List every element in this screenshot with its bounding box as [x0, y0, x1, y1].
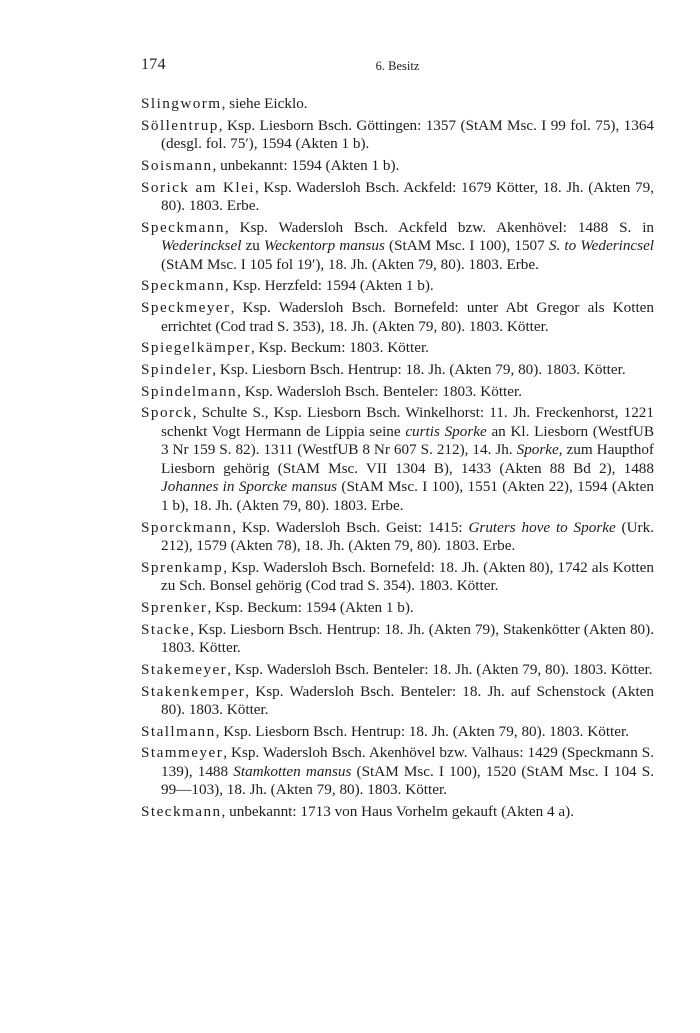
entry-name: Speckmeyer: [141, 299, 231, 317]
register-entry: Sporck, Schulte S., Ksp. Liesborn Bsch. Winkelhorst: 11. Jh. Freckenhorst, 1221 schenkt Vogt Hermann de Lippia seine curtis Sporke an Kl. Liesborn (WestfUB 3 Nr 159 S. 82). 1311 (WestfUB 8 Nr 607 S. 212), 14. Jh. Sporke, zum Haupthof Liesborn gehörig (StAM Msc. VII 1304 B), 1433 (Akten 88 Bd 2), 1488 Johannes in Sporcke mansus (StAM Msc. I 100), 1551 (Akten 22), 1594 (Akten 1 b), 18. Jh. (Akten 79, 80). 1803. Erbe.: [141, 404, 654, 514]
register-entry: Stakenkemper, Ksp. Wadersloh Bsch. Benteler: 18. Jh. auf Schenstock (Akten 80). 1803. Kötter.: [141, 682, 654, 718]
entry-italic-text: curtis Sporke: [405, 422, 487, 440]
entry-name: Spindelmann: [141, 382, 238, 400]
entry-text: Ksp. Wadersloh Bsch. Ackfeld bzw. Akenhövel: 1488 S. in: [239, 218, 655, 236]
register-entry: Steckmann, unbekannt: 1713 von Haus Vorhelm gekauft (Akten 4 a).: [141, 803, 575, 821]
register-entry: Söllentrup, Ksp. Liesborn Bsch. Göttingen: 1357 (StAM Msc. I 99 fol. 75), 1364 (desgl. fol. 75′), 1594 (Akten 1 b).: [141, 116, 655, 153]
entry-text: siehe Eicklo.: [229, 95, 308, 112]
register-entry: Stacke, Ksp. Liesborn Bsch. Hentrup: 18. Jh. (Akten 79), Stakenkötter (Akten 80). 1803. Kötter.: [141, 620, 654, 657]
register-entry: Speckmann, Ksp. Wadersloh Bsch. Ackfeld bzw. Akenhövel: 1488 S. in Wederincksel zu Weckentorp mansus (StAM Msc. I 100), 1507 S. to Wederincsel (StAM Msc. I 105 fol 19′), 18. Jh. (Akten 79, 80). 1803. Erbe.: [141, 218, 655, 273]
entry-text: Ksp. Beckum: 1594 (Akten 1 b).: [215, 598, 414, 616]
entry-text: Ksp. Wadersloh Bsch. Bornefeld: unter Abt Gregor als Kotten errichtet (Cod trad S. 353), 18. Jh. (Akten 79, 80). 1803. Kötter.: [161, 299, 654, 335]
register-entry: Sprenkamp, Ksp. Wadersloh Bsch. Bornefeld: 18. Jh. (Akten 80), 1742 als Kotten zu Sch. Bonsel gehörig (Cod trad S. 354). 1803. Kötter.: [141, 558, 655, 595]
page-number: 174: [141, 56, 166, 73]
entry-name: Stammeyer: [141, 744, 224, 762]
entry-text: Ksp. Wadersloh Bsch. Benteler: 1803. Kötter.: [244, 382, 523, 400]
entry-name: Sporckmann: [141, 518, 233, 536]
register-entry: Speckmeyer, Ksp. Wadersloh Bsch. Bornefeld: unter Abt Gregor als Kotten errichtet (Cod trad S. 353), 18. Jh. (Akten 79, 80). 1803. Kötter.: [141, 299, 654, 335]
entry-text: (StAM Msc. I 100), 1551 (Akten 22), 1594 (Akten 1 b), 18. Jh. (Akten 79, 80). 1803. Erbe.: [161, 478, 654, 514]
entry-italic-text: Johannes in Sporcke mansus: [161, 478, 338, 496]
entry-italic-text: Weckentorp mansus: [264, 237, 385, 255]
register-entry: Soismann, unbekannt: 1594 (Akten 1 b).: [141, 156, 400, 174]
entry-name: Soismann: [141, 156, 213, 174]
entry-text: Ksp. Beckum: 1803. Kötter.: [258, 339, 429, 357]
entry-text: Ksp. Liesborn Bsch. Hentrup: 18. Jh. (Akten 79, 80). 1803. Kötter.: [223, 722, 630, 740]
entry-italic-text: S. to Wederincsel: [548, 237, 655, 255]
entry-text: Ksp. Wadersloh Bsch. Benteler: 18. Jh. (Akten 79, 80). 1803. Kötter.: [234, 660, 653, 678]
entry-name: Steckmann: [141, 803, 222, 821]
entry-text: unbekannt: 1594 (Akten 1 b).: [220, 156, 400, 174]
entry-italic-text: Stamkotten mansus: [233, 762, 352, 780]
register-entry: Stammeyer, Ksp. Wadersloh Bsch. Akenhövel bzw. Valhaus: 1429 (Speckmann S. 139), 1488 Stamkotten mansus (StAM Msc. I 100), 1520 (StAM Msc. I 104 S. 99—103), 18. Jh. (Akten 79, 80). 1803. Kötter.: [141, 744, 654, 799]
entry-name: Sprenkamp: [141, 558, 224, 576]
entry-name: Sorick am Klei: [141, 178, 255, 196]
entry-text: (StAM Msc. I 105 fol 19′), 18. Jh. (Akten 79, 80). 1803. Erbe.: [161, 255, 539, 273]
register-entry: Slingworm, siehe Eicklo.: [141, 95, 308, 112]
entry-name: Stakemeyer: [141, 660, 228, 678]
entry-name: Speckmann: [141, 218, 225, 236]
entry-text: Ksp. Liesborn Bsch. Hentrup: 18. Jh. (Akten 79, 80). 1803. Kötter.: [219, 361, 626, 378]
entry-text: an Kl. Liesborn (WestfUB 3 Nr 159 S. 82). 1311 (WestfUB 8 Nr 607 S. 212), 14. Jh.: [161, 422, 654, 459]
register-entry: Sporckmann, Ksp. Wadersloh Bsch. Geist: 1415: Gruters hove to Sporke (Urk. 212), 1579 (Akten 78), 18. Jh. (Akten 79, 80). 1803. Erbe.: [141, 518, 654, 555]
register-entry: Stakemeyer, Ksp. Wadersloh Bsch. Benteler: 18. Jh. (Akten 79, 80). 1803. Kötter.: [141, 660, 653, 678]
entry-italic-text: Wederincksel: [161, 237, 242, 255]
register-entry: Sorick am Klei, Ksp. Wadersloh Bsch. Ackfeld: 1679 Kötter, 18. Jh. (Akten 79, 80). 1803. Erbe.: [141, 178, 655, 215]
entry-text: Ksp. Wadersloh Bsch. Benteler: 18. Jh. auf Schenstock (Akten 80). 1803. Kötter.: [161, 682, 654, 718]
entry-name: Sporck: [141, 404, 193, 422]
entry-text: Ksp. Wadersloh Bsch. Ackfeld: 1679 Kötter, 18. Jh. (Akten 79, 80). 1803. Erbe.: [161, 178, 655, 215]
entry-italic-text: Gruters hove to Sporke: [468, 518, 616, 536]
entry-name: Stakenkemper: [141, 682, 246, 700]
entry-name: Spindeler: [141, 361, 213, 378]
register-entry: Stallmann, Ksp. Liesborn Bsch. Hentrup: 18. Jh. (Akten 79, 80). 1803. Kötter.: [141, 722, 630, 740]
entry-italic-text: Sporke,: [516, 441, 563, 459]
entry-text: Ksp. Wadersloh Bsch. Akenhövel bzw. Valhaus: 1429 (Speckmann S. 139), 1488: [161, 744, 654, 780]
entry-name: Stacke: [141, 620, 191, 638]
register-entry: Spindelmann, Ksp. Wadersloh Bsch. Benteler: 1803. Kötter.: [141, 382, 523, 400]
register-entry: Sprenker, Ksp. Beckum: 1594 (Akten 1 b).: [141, 598, 414, 616]
entry-name: Stallmann: [141, 722, 216, 740]
entry-text: (StAM Msc. I 100), 1507: [384, 237, 549, 255]
entry-text: zum Haupthof Liesborn gehörig (StAM Msc. VII 1304 B), 1433 (Akten 88 Bd 2), 1488: [161, 441, 654, 477]
entry-name: Spiegelkämper: [141, 339, 251, 357]
entry-text: Ksp. Herzfeld: 1594 (Akten 1 b).: [232, 277, 434, 295]
running-title: 6. Besitz: [375, 59, 420, 73]
entry-text: zu: [241, 237, 265, 255]
register-entry: Spiegelkämper, Ksp. Beckum: 1803. Kötter.: [141, 339, 429, 357]
entry-text: unbekannt: 1713 von Haus Vorhelm gekauft (Akten 4 a).: [229, 803, 575, 821]
entry-name: Slingworm: [141, 95, 222, 112]
entry-text: Ksp. Wadersloh Bsch. Geist: 1415:: [241, 518, 469, 536]
entry-text: Ksp. Wadersloh Bsch. Bornefeld: 18. Jh. (Akten 80), 1742 als Kotten zu Sch. Bonsel gehörig (Cod trad S. 354). 1803. Kötter.: [161, 558, 655, 595]
entry-name: Söllentrup: [141, 116, 219, 134]
page-header: [141, 56, 654, 80]
entry-text: Schulte S., Ksp. Liesborn Bsch. Winkelhorst: 11. Jh. Freckenhorst, 1221 schenkt Vogt Hermann de Lippia seine: [161, 404, 654, 440]
entry-text: Ksp. Liesborn Bsch. Göttingen: 1357 (StAM Msc. I 99 fol. 75), 1364 (desgl. fol. 75′), 1594 (Akten 1 b).: [161, 116, 655, 153]
entry-list: [141, 95, 654, 825]
entry-text: (Urk. 212), 1579 (Akten 78), 18. Jh. (Akten 79, 80). 1803. Erbe.: [161, 518, 654, 555]
entry-name: Speckmann: [141, 277, 225, 295]
register-entry: Spindeler, Ksp. Liesborn Bsch. Hentrup: 18. Jh. (Akten 79, 80). 1803. Kötter.: [141, 361, 626, 378]
entry-text: (StAM Msc. I 100), 1520 (StAM Msc. I 104 S. 99—103), 18. Jh. (Akten 79, 80). 1803. Kötter.: [161, 762, 654, 799]
entry-name: Sprenker: [141, 598, 208, 616]
register-entry: Speckmann, Ksp. Herzfeld: 1594 (Akten 1 b).: [141, 277, 434, 295]
entry-text: Ksp. Liesborn Bsch. Hentrup: 18. Jh. (Akten 79), Stakenkötter (Akten 80). 1803. Kötter.: [161, 620, 654, 657]
